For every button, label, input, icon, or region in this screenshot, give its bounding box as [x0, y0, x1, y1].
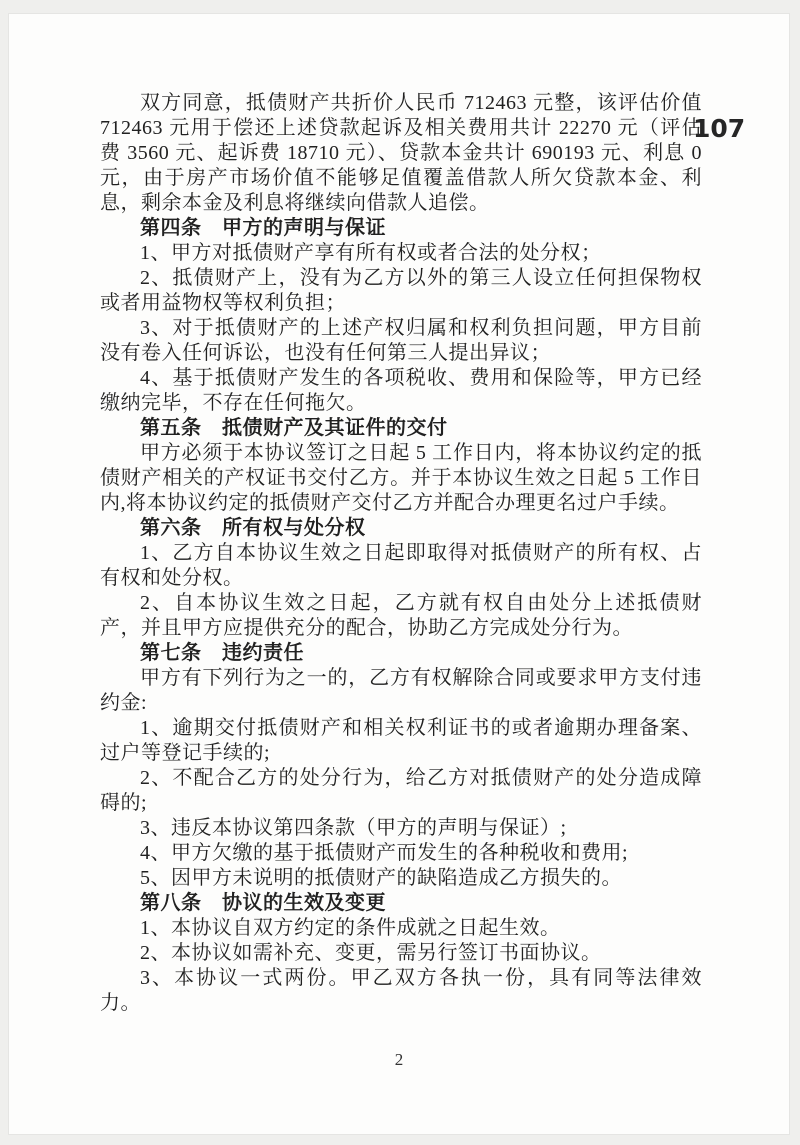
- clause-heading: 第八条 协议的生效及变更: [140, 892, 386, 914]
- contract-paragraph: 甲方必须于本协议签订之日起 5 工作日内，将本协议约定的抵债财产相关的产权证书交付乙方。并于本协议生效之日起 5 工作日内,将本协议约定的抵债财产交付乙方并配合办理更名过户手续。: [100, 442, 702, 514]
- contract-paragraph: 双方同意，抵债财产共折价人民币 712463 元整，该评估价值 712463 元用于偿还上述贷款起诉及相关费用共计 22270 元（评估费 3560 元、起诉费 18710 元）、贷款本金共计 690193 元、利息 0 元，由于房产市场价值不能够足值覆盖借款人所欠贷款本金、利息，剩余本金及利息将继续向借款人追偿。: [100, 92, 702, 214]
- page-number: 2: [394, 1050, 404, 1069]
- contract-paragraph: 2、本协议如需补充、变更，需另行签订书面协议。: [140, 942, 602, 964]
- contract-paragraph: 2、抵债财产上，没有为乙方以外的第三人设立任何担保物权或者用益物权等权利负担；: [100, 267, 702, 314]
- document-page: [8, 13, 790, 1135]
- contract-paragraph: 1、逾期交付抵债财产和相关权利证书的或者逾期办理备案、过户等登记手续的;: [100, 717, 702, 764]
- contract-text: [100, 91, 702, 1016]
- clause-heading: 第四条 甲方的声明与保证: [140, 217, 386, 239]
- contract-paragraph: 1、本协议自双方约定的条件成就之日起生效。: [140, 917, 561, 939]
- contract-paragraph: 1、甲方对抵债财产享有所有权或者合法的处分权；: [140, 242, 602, 264]
- contract-paragraph: 2、自本协议生效之日起，乙方就有权自由处分上述抵债财产，并且甲方应提供充分的配合，协助乙方完成处分行为。: [100, 592, 702, 639]
- folio-number-stamp: 107: [693, 114, 746, 143]
- clause-heading: 第六条 所有权与处分权: [140, 517, 366, 539]
- contract-paragraph: 4、甲方欠缴的基于抵债财产而发生的各种税收和费用;: [140, 842, 629, 864]
- contract-paragraph: 1、乙方自本协议生效之日起即取得对抵债财产的所有权、占有权和处分权。: [100, 542, 702, 589]
- contract-paragraph: 3、本协议一式两份。甲乙双方各执一份，具有同等法律效力。: [100, 967, 702, 1014]
- contract-paragraph: 3、违反本协议第四条款（甲方的声明与保证）;: [140, 817, 567, 839]
- clause-heading: 第五条 抵债财产及其证件的交付: [140, 417, 448, 439]
- clause-heading: 第七条 违约责任: [140, 642, 304, 664]
- contract-paragraph: 甲方有下列行为之一的，乙方有权解除合同或要求甲方支付违约金:: [100, 667, 702, 714]
- contract-paragraph: 2、不配合乙方的处分行为，给乙方对抵债财产的处分造成障碍的;: [100, 767, 702, 814]
- contract-paragraph: 5、因甲方未说明的抵债财产的缺陷造成乙方损失的。: [140, 867, 622, 889]
- contract-paragraph: 3、对于抵债财产的上述产权归属和权利负担问题，甲方目前没有卷入任何诉讼，也没有任何第三人提出异议；: [100, 317, 702, 364]
- contract-paragraph: 4、基于抵债财产发生的各项税收、费用和保险等，甲方已经缴纳完毕，不存在任何拖欠。: [100, 367, 702, 414]
